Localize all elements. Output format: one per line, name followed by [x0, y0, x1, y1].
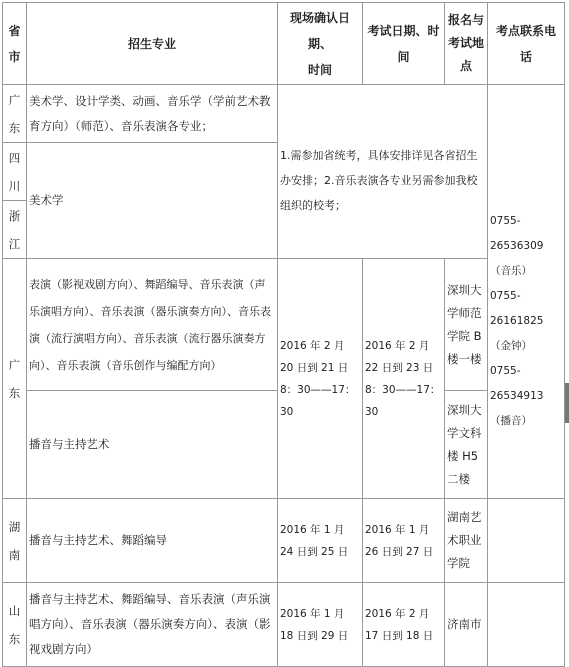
province-cell: 湖 南	[3, 499, 27, 583]
exam-date-cell: 2016 年 1 月 26 日到 27 日	[363, 499, 445, 583]
header-confirm-date: 现场确认日期、 时间	[278, 3, 363, 85]
majors-cell: 播音与主持艺术	[27, 391, 278, 499]
header-row	[3, 3, 565, 85]
exam-date-cell: 2016 年 2 月 17 日到 18 日	[363, 583, 445, 667]
notes-cell: 1.需参加省统考，具体安排详见各省招生办安排；2.音乐表演各专业另需参加我校组织的校考；	[278, 85, 488, 259]
header-location: 报名与 考试地 点	[445, 3, 488, 85]
confirm-date-cell: 2016 年 2 月 20 日到 21 日 8：30——17：30	[278, 259, 363, 499]
table-row	[3, 499, 565, 583]
majors-cell: 美术学、设计学类、动画、音乐学（学前艺术教育方向）（师范）、音乐表演各专业；	[27, 85, 278, 143]
admissions-table	[2, 2, 565, 667]
phone-cell-empty	[488, 583, 565, 667]
province-cell: 浙 江	[3, 201, 27, 259]
table-row	[3, 583, 565, 667]
majors-cell: 美术学	[27, 143, 278, 259]
exam-date-cell: 2016 年 2 月 22 日到 23 日 8：30——17：30	[363, 259, 445, 499]
phone-cell: 0755-26536309（音乐）0755-26161825（金钟）0755-26534913（播音）	[488, 85, 565, 499]
header-province: 省 市	[3, 3, 27, 85]
province-cell: 四 川	[3, 143, 27, 201]
scroll-indicator[interactable]	[565, 383, 569, 423]
header-phone: 考点联系电 话	[488, 3, 565, 85]
location-cell: 济南市	[445, 583, 488, 667]
province-cell: 广 东	[3, 85, 27, 143]
phone-cell-empty	[488, 499, 565, 583]
table-row	[3, 85, 565, 143]
province-cell: 山 东	[3, 583, 27, 667]
header-majors: 招生专业	[27, 3, 278, 85]
majors-cell: 表演（影视戏剧方向）、舞蹈编导、音乐表演（声乐演唱方向）、音乐表演（器乐演奏方向）、音乐表演（流行演唱方向）、音乐表演（流行器乐演奏方向）、音乐表演（音乐创作与编配方向）	[27, 259, 278, 391]
majors-cell: 播音与主持艺术、舞蹈编导、音乐表演（声乐演唱方向）、音乐表演（器乐演奏方向）、表演（影视戏剧方向）	[27, 583, 278, 667]
header-exam-date: 考试日期、时 间	[363, 3, 445, 85]
table-row	[3, 259, 565, 391]
location-cell: 深圳大学师范学院 B 楼一楼	[445, 259, 488, 391]
location-cell: 深圳大学文科楼 H5 二楼	[445, 391, 488, 499]
province-cell: 广 东	[3, 259, 27, 499]
confirm-date-cell: 2016 年 1 月 24 日到 25 日	[278, 499, 363, 583]
confirm-date-cell: 2016 年 1 月 18 日到 29 日	[278, 583, 363, 667]
majors-cell: 播音与主持艺术、舞蹈编导	[27, 499, 278, 583]
location-cell: 湖南艺术职业学院	[445, 499, 488, 583]
